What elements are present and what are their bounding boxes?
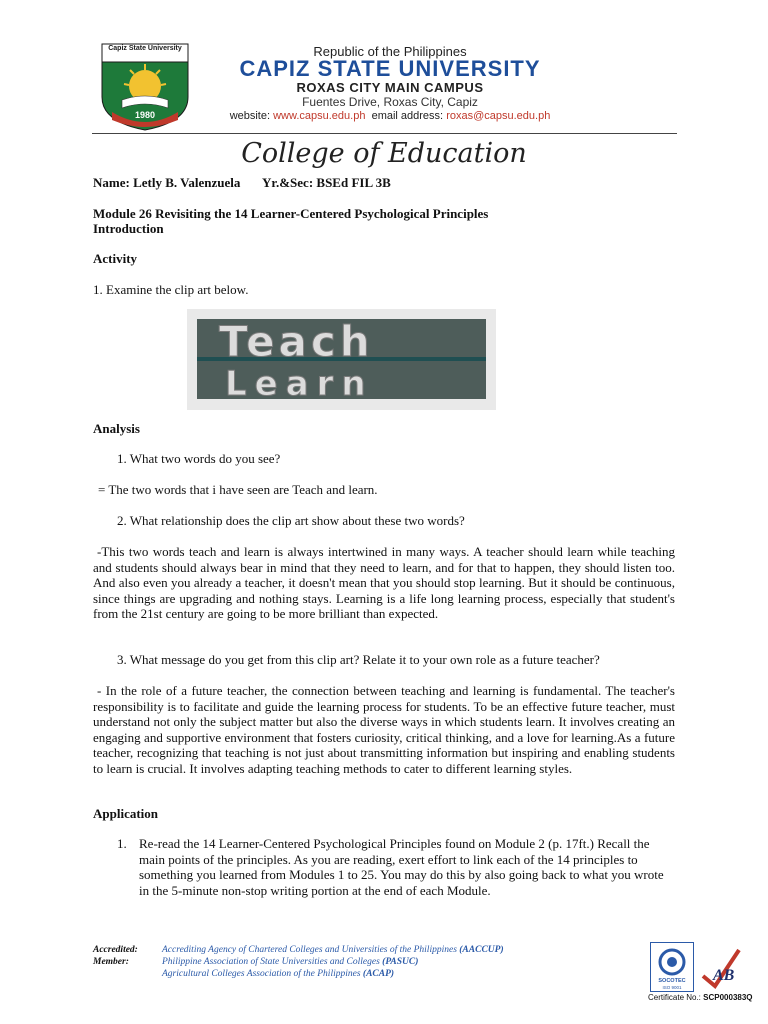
logo-title: Capiz State University	[108, 45, 182, 52]
footer-aaccup-abbr: (AACCUP)	[459, 945, 504, 955]
answer-2: -This two words teach and learn is always intertwined in many ways. A teacher should learn while teaching and students should always bear in mind that they need to learn, and for that to happen, they should listen too. And also even you already a teacher, it doesn't mean that you should stop learning. But it should be continuous, since things are upgrading and nothing stays. Learning is a life long learning process, especially that student's from the 21st century are going to be more brilliant than expected.	[93, 544, 675, 621]
module-title: Module 26 Revisiting the 14 Learner-Centered Psychological Principles	[93, 206, 489, 221]
footer-pasuc	[162, 957, 418, 969]
question-1: 1. What two words do you see?	[117, 451, 281, 466]
certificate-label: Certificate No.:	[648, 993, 701, 1002]
republic-line: Republic of the Philippines	[313, 44, 467, 59]
accreditation-mark-icon	[697, 946, 743, 998]
header-divider	[92, 133, 677, 134]
activity-item: 1. Examine the clip art below.	[93, 282, 249, 297]
application-item-text: Re-read the 14 Learner-Centered Psychological Principles found on Module 2 (p. 17ft.) Recall the main points of the principles. As you are reading, exert effort to link each of the 14 principles to something you learned from Modules 1 to 25. You may do this by also going back to what you wrote in the 5-minute non-stop writing portion at the end of each Module.	[139, 836, 664, 898]
website-link[interactable]: www.capsu.edu.ph	[273, 110, 366, 122]
clipart-word-learn: Learn	[225, 364, 374, 404]
logo-year: 1980	[134, 110, 156, 120]
activity-heading: Activity	[93, 251, 138, 266]
website-label: website:	[229, 110, 271, 122]
student-year-section: Yr.&Sec: BSEd FIL 3B	[262, 175, 391, 190]
campus-address: Fuentes Drive, Roxas City, Capiz	[302, 95, 478, 109]
iso-label: ISO 9001	[662, 985, 682, 990]
footer-acap-text: Agricultural Colleges Association of the Philippines	[162, 969, 361, 979]
university-name: CAPIZ STATE UNIVERSITY	[239, 56, 541, 81]
footer-acap	[162, 969, 394, 981]
application-heading: Application	[93, 806, 159, 821]
svg-text:AB: AB	[713, 967, 735, 984]
answer-1: = The two words that i have seen are Teach and learn.	[98, 482, 378, 497]
student-name: Name: Letly B. Valenzuela	[93, 175, 241, 190]
certificate-number	[648, 993, 753, 1002]
email-link[interactable]: roxas@capsu.edu.ph	[446, 110, 551, 122]
socotec-certification-logo	[650, 942, 694, 998]
footer-aaccup-text: Accrediting Agency of Chartered Colleges and Universities of the Philippines	[162, 945, 457, 955]
certificate-value: SCP000383Q	[703, 993, 753, 1002]
college-title: College of Education	[241, 138, 527, 169]
footer-acap-abbr: (ACAP)	[362, 969, 395, 979]
member-label: Member:	[93, 957, 129, 967]
application-item-number: 1.	[117, 836, 127, 851]
accredited-label: Accredited:	[93, 945, 138, 955]
introduction-heading: Introduction	[93, 221, 164, 236]
answer-3: - In the role of a future teacher, the connection between teaching and learning is fundamental. The teacher's responsibility is to facilitate and guide the learning process for students. To be an effective future teacher, must understand not only the subject matter but also the diverse ways in which students learn. It involves creating an engaging and supportive environment that fosters curiosity, critical thinking, and a love for learning.As a future teacher, recognizing that teaching is not just about transmitting information but inspiring and enabling students to learn is crucial. It involves adapting teaching methods to cater to different learning styles.	[93, 683, 675, 776]
question-2: 2. What relationship does the clip art show about these two words?	[117, 513, 465, 528]
question-3: 3. What message do you get from this clip art? Relate it to your own role as a future teacher?	[117, 652, 600, 667]
analysis-heading: Analysis	[93, 421, 140, 436]
email-label: email address:	[371, 110, 444, 122]
campus-name: ROXAS CITY MAIN CAMPUS	[296, 80, 484, 95]
clipart-word-teach: Teach	[219, 317, 374, 366]
socotec-label: SOCOTEC	[658, 978, 686, 984]
footer-pasuc-text: Philippine Association of State Universities and Colleges	[162, 957, 380, 967]
footer-aaccup	[162, 945, 504, 957]
footer-pasuc-abbr: (PASUC)	[382, 957, 419, 967]
contact-line	[190, 110, 590, 122]
teach-learn-clipart	[187, 309, 496, 410]
